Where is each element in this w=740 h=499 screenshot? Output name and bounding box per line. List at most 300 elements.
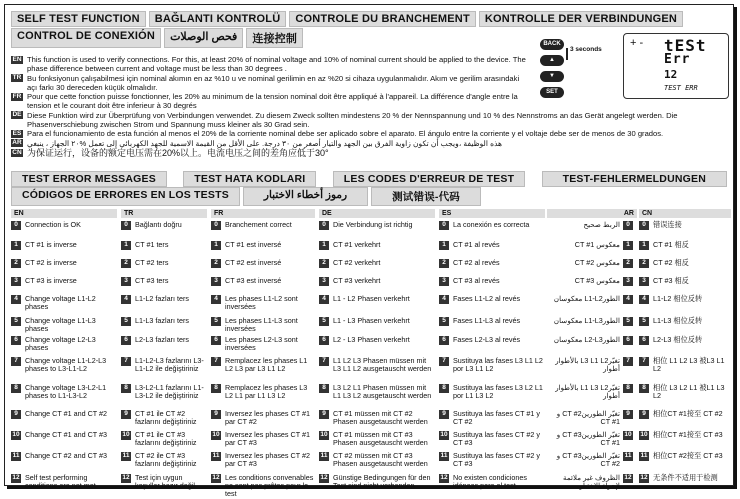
error-code-text: Les phases L1-L2 sont inversées <box>225 294 298 312</box>
error-code-text: Les phases L2-L3 sont inversées <box>225 335 298 353</box>
error-code-item <box>211 384 315 400</box>
lcd-line-4: TEST ERR <box>664 84 698 92</box>
error-code-text: و CT #3تغيّر الطورين CT #1 <box>556 430 620 448</box>
error-code-number: 7 <box>639 357 649 366</box>
error-code-text: L1 - L2 Phasen verkehrt <box>333 294 410 303</box>
error-code-item <box>439 259 545 268</box>
error-code-number: 6 <box>121 336 131 345</box>
error-code-number: 6 <box>623 336 633 345</box>
error-code-number: 10 <box>212 431 220 438</box>
column-header-en: EN <box>11 209 117 218</box>
column-cn <box>639 209 731 482</box>
down-arrow-icon: ▼ <box>540 71 564 82</box>
error-code-number: 5 <box>623 317 633 326</box>
error-code-text: Sustituya las fases CT #2 y CT #3 <box>453 451 540 469</box>
error-code-text: Fases L1-L3 al revés <box>453 316 521 325</box>
error-code-item <box>639 295 731 304</box>
error-code-item <box>11 221 117 230</box>
error-code-number: 3 <box>623 277 633 286</box>
error-code-text: L1-L2 fazları ters <box>135 294 189 303</box>
intro-ar: AR هذه الوظيفة ،ويجب أن تكون زاوية الفرق بين الجهد والتيار أصغر من ٣٠ درجة. على الأقل من القيمة الاسمية للجهد الكهربائي إلى تعمل %٢٠ الجهاز ، ينبغي <box>12 138 503 148</box>
error-code-text: L1-L3 相位反转 <box>653 316 703 325</box>
error-code-item <box>547 357 637 373</box>
error-code-text: Change voltage L1-L3 phases <box>25 316 96 334</box>
error-code-number: 4 <box>211 295 221 304</box>
up-arrow-icon: ▲ <box>540 55 564 66</box>
error-code-item <box>11 295 117 311</box>
header-self-test-ar: فحص الوصلات <box>164 28 243 48</box>
error-code-number: 2 <box>639 259 649 268</box>
error-code-text: معكوسان L1-L2الطور <box>553 294 620 303</box>
error-code-item <box>121 259 207 268</box>
error-code-item <box>211 295 315 311</box>
error-code-text: بالأطوار L3 L1 L2تغيّر أطوار <box>555 356 620 374</box>
error-code-item <box>11 474 117 490</box>
error-code-item <box>439 277 545 286</box>
error-code-number: 9 <box>121 410 131 419</box>
error-code-number: 0 <box>11 221 21 230</box>
error-code-item <box>211 336 315 352</box>
error-code-number: 2 <box>623 259 633 268</box>
error-code-item <box>11 336 117 352</box>
error-code-item <box>211 221 315 230</box>
error-code-number: 4 <box>623 295 633 304</box>
header-self-test-cn: 连接控制 <box>246 28 303 48</box>
error-code-number: 8 <box>319 384 329 393</box>
error-code-number: 3 <box>439 277 449 286</box>
error-code-item <box>211 317 315 333</box>
error-code-number: 12 <box>624 474 632 481</box>
error-code-number: 10 <box>12 431 20 438</box>
error-code-text: CT #2 müssen mit CT #3 Phasen ausgetauscht werden <box>333 451 428 469</box>
error-code-text: معكوسان L2-L3الطور <box>553 335 620 344</box>
error-code-item <box>319 336 435 345</box>
error-code-text: Les conditions convenables ne sont pas prêtes pour le test <box>225 473 314 499</box>
error-code-item <box>547 336 637 345</box>
error-code-item <box>547 474 637 490</box>
column-header-tr: TR <box>121 209 207 218</box>
column-header-es: ES <box>439 209 545 218</box>
error-code-text: L3-L2-L1 fazlarını L1-L3-L2 ile değiştiriniz <box>135 383 204 401</box>
error-code-number: 11 <box>624 452 632 459</box>
error-code-text: Change CT #1 and CT #2 <box>25 409 108 418</box>
error-code-text: L2 - L3 Phasen verkehrt <box>333 335 410 344</box>
error-code-text: Günstige Bedingungen für den Test sind nicht vorhanden <box>333 473 431 491</box>
error-code-item <box>11 241 117 250</box>
header-self-test-es: CONTROL DE CONEXIÓN <box>11 28 161 48</box>
error-code-text: Remplacez les phases L3 L2 L1 par L1 L3 L2 <box>225 383 308 401</box>
error-code-text: Fases L1-L2 al revés <box>453 294 521 303</box>
instruction-sheet <box>4 4 734 499</box>
error-code-text: CT #2 معكوس <box>574 258 620 267</box>
error-code-number: 8 <box>439 384 449 393</box>
error-code-text: L3 L2 L1 Phasen müssen mit L1 L3 L2 ausgetauscht werden <box>333 383 432 401</box>
error-code-item <box>439 336 545 345</box>
header-self-test-de: KONTROLLE DER VERBINDUNGEN <box>479 11 683 27</box>
error-code-item <box>639 336 731 345</box>
column-header-ar: AR <box>547 209 637 218</box>
error-code-number: 0 <box>319 221 329 230</box>
error-code-text: L1-L2-L3 fazlarını L3-L1-L2 ile değiştiriniz <box>135 356 204 374</box>
error-code-item <box>439 295 545 304</box>
error-code-number: 3 <box>319 277 329 286</box>
error-code-number: 5 <box>11 317 21 326</box>
error-code-item <box>319 357 435 373</box>
error-code-text: Sustituya las fases L3 L1 L2 por L3 L1 L2 <box>453 356 543 374</box>
error-code-text: CT #3 al revés <box>453 276 500 285</box>
error-code-text: No existen condiciones idóneas para el test <box>453 473 527 491</box>
error-code-number: 11 <box>440 452 448 459</box>
error-code-text: CT #3 is inverse <box>25 276 77 285</box>
error-code-text: Connection is OK <box>25 220 81 229</box>
error-code-number: 12 <box>212 474 220 481</box>
error-code-text: L1 L2 L3 Phasen müssen mit L3 L1 L2 ausgetauscht werden <box>333 356 432 374</box>
intro-en: EN This function is used to verify connections. For this, at least 20% of nominal voltage and 10% of nominal current should be applied to the device. The phase difference between current and voltage must be less than 30 degrees . <box>12 55 526 73</box>
error-code-number: 1 <box>319 241 329 250</box>
error-code-number: 1 <box>623 241 633 250</box>
error-code-item <box>547 277 637 286</box>
error-code-item <box>319 277 435 286</box>
error-code-item <box>319 384 435 400</box>
error-code-text: CT #1 相反 <box>653 240 689 249</box>
error-code-text: CT #1 is inverse <box>25 240 77 249</box>
header-errors-ar: رموز أخطاء الاختبار <box>243 187 368 206</box>
error-code-number: 2 <box>319 259 329 268</box>
error-code-number: 2 <box>439 259 449 268</box>
error-code-item <box>211 259 315 268</box>
error-code-number: 8 <box>639 384 649 393</box>
error-code-item <box>319 452 435 468</box>
error-code-item <box>319 221 435 230</box>
error-code-number: 5 <box>121 317 131 326</box>
error-code-item <box>11 277 117 286</box>
error-code-item <box>211 277 315 286</box>
error-code-text: 相位 L1 L2 L3 被L3 L1 L2 <box>653 356 725 374</box>
error-code-text: CT #1 ters <box>135 240 169 249</box>
error-code-item <box>11 410 117 419</box>
error-code-text: Change CT #2 and CT #3 <box>25 451 108 460</box>
error-code-text: CT #1 müssen mit CT #3 Phasen ausgetauscht werden <box>333 430 428 448</box>
error-code-number: 12 <box>12 474 20 481</box>
error-code-text: CT #3 ters <box>135 276 169 285</box>
error-code-text: CT #1 est inversé <box>225 240 282 249</box>
error-code-number: 6 <box>439 336 449 345</box>
error-code-item <box>319 317 435 326</box>
error-code-text: L1-L3 fazları ters <box>135 316 189 325</box>
column-de <box>319 209 435 491</box>
error-code-text: CT #1 müssen mit CT #2 Phasen ausgetauscht werden <box>333 409 428 427</box>
error-code-number: 11 <box>640 452 648 459</box>
error-code-item <box>11 452 117 461</box>
error-code-text: Remplacez les phases L1 L2 L3 par L3 L1 L2 <box>225 356 308 374</box>
header-row-2 <box>11 28 303 48</box>
error-code-text: CT #2 is inverse <box>25 258 77 267</box>
error-code-text: 相位 L3 L2 L1 被L1 L3 L2 <box>653 383 725 401</box>
lcd-line-2: Err <box>664 52 691 67</box>
error-code-text: CT #1 معكوس <box>574 240 620 249</box>
error-code-number: 7 <box>211 357 221 366</box>
error-code-number: 4 <box>11 295 21 304</box>
error-code-number: 7 <box>11 357 21 366</box>
error-code-number: 12 <box>122 474 130 481</box>
error-code-item <box>121 431 207 447</box>
header-self-test-fr: CONTROLE DU BRANCHEMENT <box>289 11 475 27</box>
error-code-item <box>547 259 637 268</box>
error-code-text: 相位CT #1接至 CT #3 <box>653 430 723 439</box>
error-code-item <box>439 221 545 230</box>
error-code-text: 无条件不适用于检测 <box>653 473 718 482</box>
header-row-1 <box>11 11 683 27</box>
error-code-item <box>639 277 731 286</box>
error-code-text: Sustituya las fases CT #2 y CT #3 <box>453 430 540 448</box>
error-code-item <box>211 357 315 373</box>
error-code-number: 9 <box>11 410 21 419</box>
error-code-text: Inversez les phases CT #2 par CT #3 <box>225 451 310 469</box>
header-errors-es: CÓDIGOS DE ERRORES EN LOS TESTS <box>11 187 240 206</box>
error-code-number: 8 <box>211 384 221 393</box>
error-code-number: 5 <box>319 317 329 326</box>
error-code-item <box>121 317 207 326</box>
lcd-line-3: 12 <box>664 68 678 81</box>
error-code-item <box>547 452 637 468</box>
error-code-text: Change voltage L2-L3 phases <box>25 335 96 353</box>
error-code-item <box>439 384 545 400</box>
error-code-number: 6 <box>211 336 221 345</box>
error-code-item <box>547 431 637 447</box>
error-code-item <box>547 384 637 400</box>
error-code-number: 6 <box>639 336 649 345</box>
error-code-number: 0 <box>211 221 221 230</box>
error-code-text: Fases L2-L3 al revés <box>453 335 521 344</box>
error-code-text: Bağlantı doğru <box>135 220 182 229</box>
error-code-text: و CT #3تغيّر الطورين CT #2 <box>556 451 620 469</box>
error-code-number: 11 <box>12 452 20 459</box>
error-code-item <box>439 410 545 426</box>
error-code-item <box>319 259 435 268</box>
error-code-number: 11 <box>212 452 220 459</box>
header-row-3 <box>11 171 727 187</box>
button-diagram <box>540 37 620 107</box>
error-code-item <box>121 221 207 230</box>
error-code-text: Change voltage L1-L2-L3 phases to L3-L1-L2 <box>25 356 107 374</box>
error-code-text: Inversez les phases CT #1 par CT #3 <box>225 430 310 448</box>
error-code-text: Change voltage L3-L2-L1 phases to L1-L3-L2 <box>25 383 107 401</box>
error-code-item <box>121 241 207 250</box>
header-errors-fr: LES CODES D'ERREUR DE TEST <box>333 171 525 187</box>
error-code-item <box>439 241 545 250</box>
header-row-4 <box>11 187 481 206</box>
column-fr <box>211 209 315 499</box>
error-code-text: 相位CT #2接至 CT #3 <box>653 451 723 460</box>
error-code-number: 9 <box>639 410 649 419</box>
error-code-text: CT #1 ile CT #3 fazlarını değiştiriniz <box>135 430 197 448</box>
error-code-number: 3 <box>11 277 21 286</box>
error-code-item <box>319 295 435 304</box>
error-code-number: 4 <box>319 295 329 304</box>
error-code-number: 10 <box>320 431 328 438</box>
error-code-item <box>547 410 637 426</box>
error-code-item <box>211 474 315 499</box>
intro-fr: FR Pour que cette fonction puisse fonctionner, les 20% au minimum de la tension nominal doit être appliqué à l'appareil. La différence d'angle entre la tension et le courant doit être inferieur à 30 degrés <box>12 92 518 110</box>
error-code-number: 5 <box>639 317 649 326</box>
column-en <box>11 209 117 491</box>
error-code-text: CT #2 al revés <box>453 258 500 267</box>
column-tr <box>121 209 207 491</box>
error-code-number: 0 <box>439 221 449 230</box>
error-code-number: 1 <box>121 241 131 250</box>
error-code-text: L1 - L3 Phasen verkehrt <box>333 316 410 325</box>
error-code-number: 10 <box>640 431 648 438</box>
error-code-item <box>639 317 731 326</box>
error-code-text: L1-L2 相位反转 <box>653 294 703 303</box>
error-code-item <box>11 384 117 400</box>
error-code-number: 9 <box>319 410 329 419</box>
error-code-item <box>639 384 731 400</box>
error-code-text: La conexión es correcta <box>453 220 530 229</box>
error-code-item <box>11 357 117 373</box>
error-code-number: 2 <box>121 259 131 268</box>
error-code-item <box>547 295 637 304</box>
error-code-text: CT #1 verkehrt <box>333 240 381 249</box>
error-code-item <box>11 259 117 268</box>
error-code-item <box>121 474 207 490</box>
header-self-test-tr: BAĞLANTI KONTROLÜ <box>149 11 287 27</box>
error-code-number: 10 <box>624 431 632 438</box>
error-code-number: 6 <box>319 336 329 345</box>
error-code-item <box>121 357 207 373</box>
lcd-line-1: tESt <box>664 36 707 55</box>
error-code-number: 1 <box>11 241 21 250</box>
error-code-number: 10 <box>440 431 448 438</box>
error-code-number: 12 <box>320 474 328 481</box>
error-code-text: CT #2 ters <box>135 258 169 267</box>
hold-time-label: 3 seconds <box>570 46 602 53</box>
error-code-number: 4 <box>639 295 649 304</box>
error-code-item <box>439 452 545 468</box>
error-code-number: 7 <box>121 357 131 366</box>
error-code-item <box>211 241 315 250</box>
error-code-item <box>319 241 435 250</box>
error-code-item <box>639 431 731 440</box>
back-button: BACK <box>540 39 564 50</box>
header-errors-tr: TEST HATA KODLARI <box>183 171 316 187</box>
error-code-text: L2-L3 相位反转 <box>653 335 703 344</box>
error-code-number: 9 <box>623 410 633 419</box>
error-code-item <box>211 431 315 447</box>
error-code-number: 0 <box>639 221 649 230</box>
intro-es: ES Para el funcionamiento de esta función al menos el 20% de la corriente nominal debe ser aplicado sobre el aparato. El ángulo entre la corriente y el voltaje debe ser de menos de 30 grados. <box>12 129 664 138</box>
error-code-item <box>319 474 435 490</box>
intro-cn: CN 为保证运行，设备的额定电压需在20%以上。电流电压之间的差角应低于30° <box>12 148 329 158</box>
error-code-number: 8 <box>623 384 633 393</box>
column-es <box>439 209 545 491</box>
error-code-item <box>319 431 435 447</box>
error-code-text: CT #2 verkehrt <box>333 258 381 267</box>
header-errors-en: TEST ERROR MESSAGES <box>11 171 167 187</box>
error-code-number: 0 <box>121 221 131 230</box>
error-code-text: CT #3 معكوس <box>574 276 620 285</box>
error-columns <box>11 209 733 499</box>
error-code-text: Inversez les phases CT #1 par CT #2 <box>225 409 310 427</box>
error-code-number: 5 <box>211 317 221 326</box>
column-header-de: DE <box>319 209 435 218</box>
error-code-number: 5 <box>439 317 449 326</box>
error-code-number: 0 <box>623 221 633 230</box>
error-code-item <box>121 384 207 400</box>
error-code-text: CT #2 相反 <box>653 258 689 267</box>
plus-minus-icon: + - <box>630 37 644 49</box>
error-code-text: CT #2 est inversé <box>225 258 282 267</box>
error-code-number: 3 <box>211 277 221 286</box>
error-code-item <box>639 474 731 483</box>
intro-tr: TR Bu fonksiyonun çalışabilmesi için nominal akımın en az %10 u ve nominal gerilimin en az %20 si cihaza uygulanmalıdır. Akım ve gerilim arasındaki açı farkı 30 dereceden küçük olmalıdır. <box>12 73 520 92</box>
error-code-number: 11 <box>320 452 328 459</box>
column-ar <box>547 209 637 491</box>
error-code-item <box>547 317 637 326</box>
error-code-text: Test için uygun koşullar hazır değil <box>135 473 195 491</box>
error-code-item <box>547 241 637 250</box>
error-code-text: CT #3 相反 <box>653 276 689 285</box>
error-code-number: 1 <box>211 241 221 250</box>
error-code-number: 3 <box>121 277 131 286</box>
error-code-text: الربط صحيح <box>583 220 620 229</box>
error-code-item <box>639 357 731 373</box>
lcd-display <box>623 33 729 99</box>
header-errors-cn: 测试错误-代码 <box>371 187 481 206</box>
error-code-text: معكوسان L1-L3الطور <box>553 316 620 325</box>
error-code-number: 1 <box>639 241 649 250</box>
error-code-number: 8 <box>121 384 131 393</box>
error-code-item <box>439 317 545 326</box>
error-code-item <box>547 221 637 230</box>
error-code-text: Self test performing conditions are not met. <box>25 473 98 491</box>
error-code-item <box>639 410 731 419</box>
error-code-item <box>11 431 117 440</box>
error-code-item <box>121 452 207 468</box>
error-code-number: 10 <box>122 431 130 438</box>
error-code-text: CT #3 est inversé <box>225 276 282 285</box>
error-code-text: CT #3 verkehrt <box>333 276 381 285</box>
error-code-item <box>121 410 207 426</box>
error-code-text: Les phases L1-L3 sont inversées <box>225 316 298 334</box>
error-code-item <box>639 259 731 268</box>
error-code-item <box>439 474 545 490</box>
header-self-test-en: SELF TEST FUNCTION <box>11 11 146 27</box>
set-button: SET <box>540 87 564 98</box>
error-code-number: 3 <box>639 277 649 286</box>
error-code-text: Change CT #1 and CT #3 <box>25 430 108 439</box>
error-code-text: Die Verbindung ist richtig <box>333 220 413 229</box>
error-code-text: Change voltage L1-L2 phases <box>25 294 96 312</box>
error-code-text: L2-L3 fazları ters <box>135 335 189 344</box>
error-code-text: Sustituya las fases CT #1 y CT #2 <box>453 409 540 427</box>
error-code-text: Branchement correct <box>225 220 292 229</box>
error-code-number: 1 <box>439 241 449 250</box>
error-code-number: 12 <box>640 474 648 481</box>
arrow-line <box>566 48 568 60</box>
error-code-item <box>639 452 731 461</box>
error-code-number: 12 <box>440 474 448 481</box>
error-code-number: 7 <box>623 357 633 366</box>
error-code-number: 7 <box>439 357 449 366</box>
error-code-text: Sustituya las fases L3 L2 L1 por L1 L3 L2 <box>453 383 543 401</box>
error-code-number: 4 <box>121 295 131 304</box>
error-code-item <box>211 452 315 468</box>
error-code-number: 9 <box>211 410 221 419</box>
error-code-number: 2 <box>11 259 21 268</box>
error-code-item <box>121 277 207 286</box>
error-code-item <box>211 410 315 426</box>
